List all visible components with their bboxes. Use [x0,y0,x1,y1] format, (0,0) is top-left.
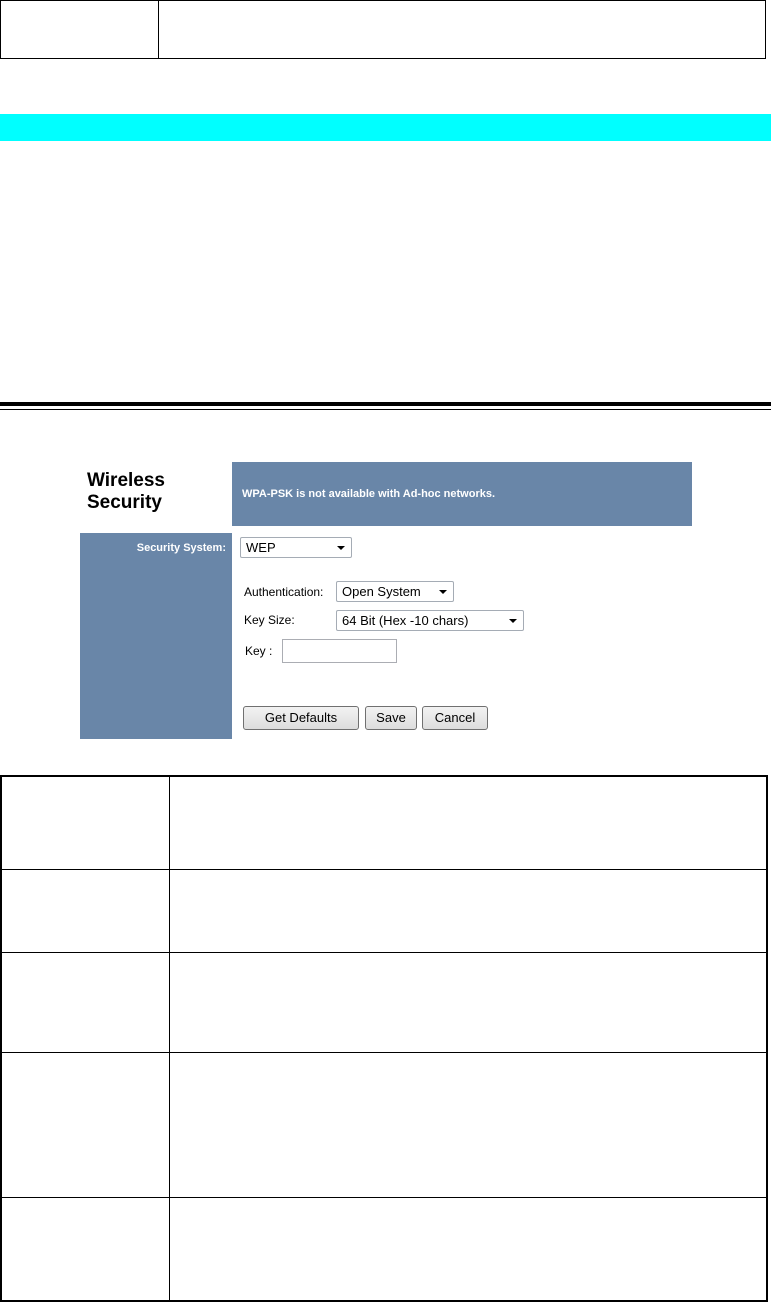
description-table [0,775,768,1302]
key-size-select[interactable] [336,610,524,631]
authentication-label: Authentication: [244,585,324,599]
security-system-label: Security System: [136,542,226,554]
key-size-value: 64 Bit (Hex -10 chars) [342,613,469,628]
chevron-down-icon [439,590,447,594]
authentication-value: Open System [342,584,421,599]
section-rule-thin [0,409,771,410]
highlight-bar [0,114,771,141]
table-row-divider [2,952,766,953]
notice-box [232,462,692,526]
chevron-down-icon [509,619,517,623]
notice-text: WPA-PSK is not available with Ad-hoc networks. [242,488,496,500]
table-row-divider [2,869,766,870]
top-table [0,0,766,59]
cancel-button[interactable]: Cancel [422,706,488,730]
key-input[interactable] [282,639,397,663]
key-size-label: Key Size: [244,613,295,627]
description-table-column-divider [169,777,170,1300]
table-row-divider [2,1052,766,1053]
save-button[interactable]: Save [365,706,417,730]
left-label-strip [80,533,232,739]
panel-title-line1: Wireless [87,470,165,491]
chevron-down-icon [337,546,345,550]
security-system-select[interactable] [240,537,352,558]
table-row-divider [2,1197,766,1198]
security-system-value: WEP [246,540,276,555]
panel-title [87,470,165,514]
top-table-divider [158,1,159,58]
section-rule-thick [0,402,771,406]
panel-title-line2: Security [87,492,162,513]
authentication-select[interactable] [336,581,454,602]
get-defaults-button[interactable]: Get Defaults [243,706,359,730]
wireless-security-panel [80,462,692,739]
key-label: Key : [245,644,273,658]
